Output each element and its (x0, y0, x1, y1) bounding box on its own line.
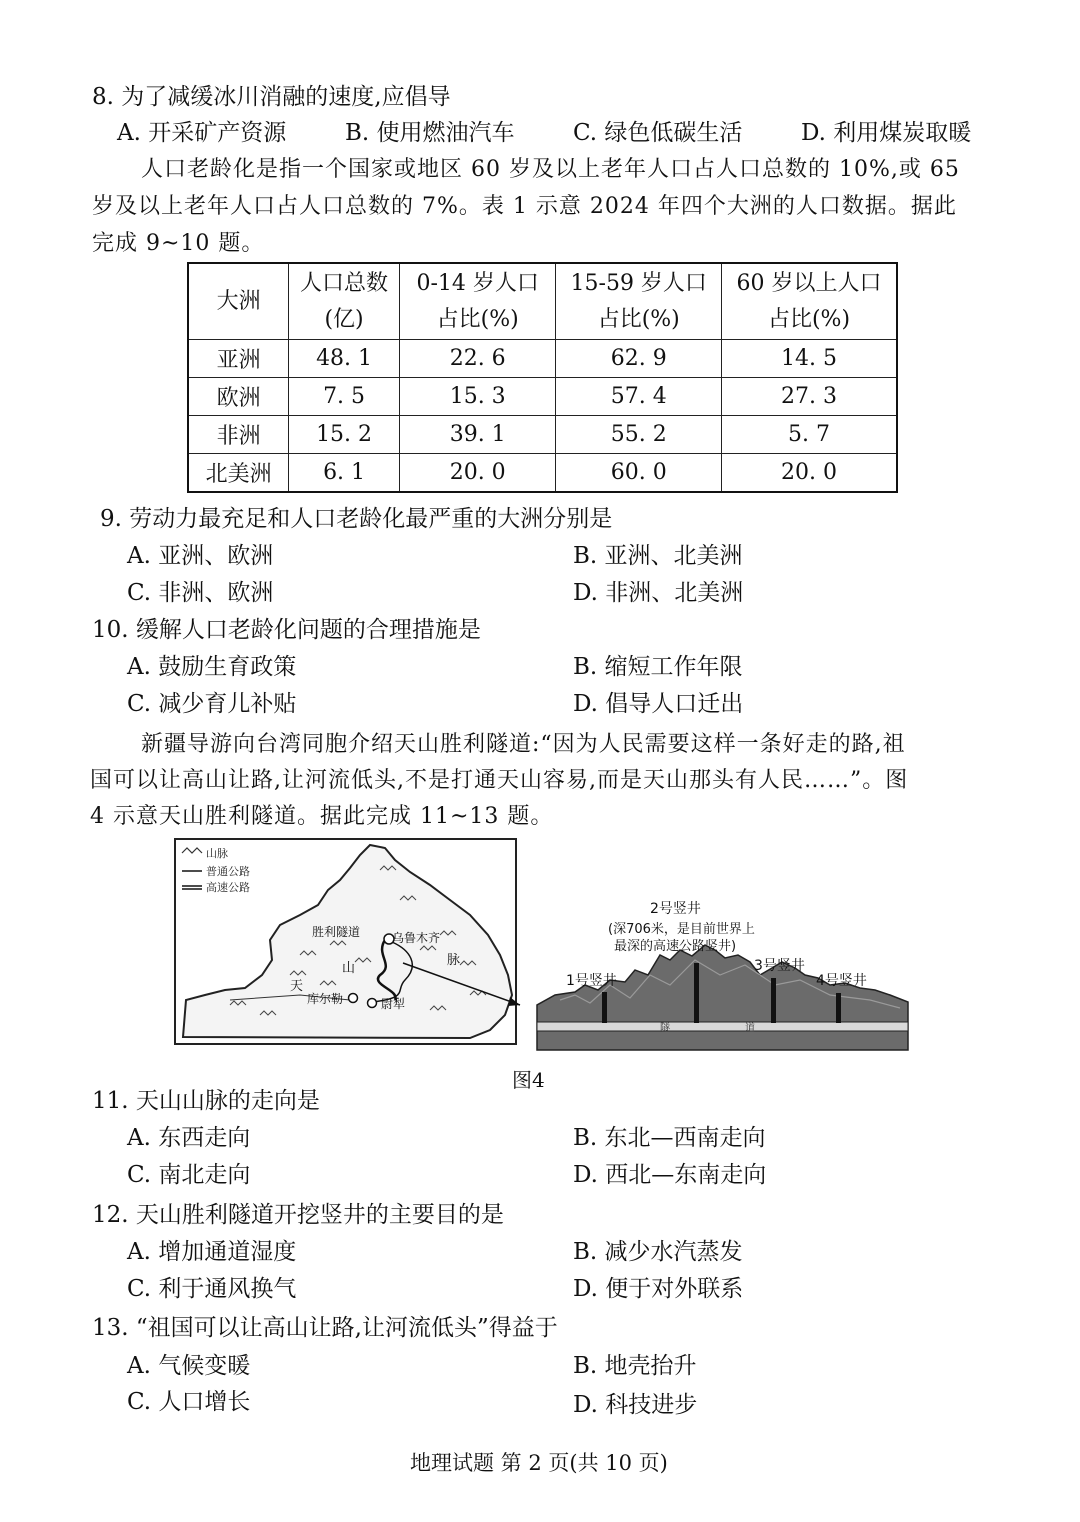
label-tian: 天 (290, 979, 304, 994)
q8-option-d: D. 利用煤炭取暖 (801, 120, 972, 146)
q12-option-b: B. 减少水汽蒸发 (573, 1239, 743, 1265)
legend-highway-label: 高速公路 (206, 881, 250, 894)
legend-road-label: 普通公路 (206, 865, 250, 878)
q12-option-d: D. 便于对外联系 (573, 1276, 744, 1302)
passage1-line3: 完成 9~10 题。 (92, 231, 265, 256)
table-cell: 62. 9 (556, 340, 722, 378)
table-cell: 非洲 (188, 416, 289, 454)
q13-stem: 13. “祖国可以让高山让路,让河流低头”得益于 (92, 1315, 558, 1341)
shaft-2 (694, 963, 699, 1023)
table-cell: 14. 5 (721, 340, 897, 378)
q11-stem: 11. 天山山脉的走向是 (92, 1088, 320, 1114)
passage1-line1: 人口老龄化是指一个国家或地区 60 岁及以上老年人口占人口总数的 10%,或 65 (141, 157, 960, 182)
passage2-line2: 国可以让高山让路,让河流低头,不是打通天山容易,而是天山那头有人民……”。图 (90, 768, 909, 793)
q9-option-c: C. 非洲、欧洲 (127, 580, 274, 606)
q10-option-a: A. 鼓励生育政策 (127, 654, 297, 680)
q10-option-d: D. 倡导人口迁出 (573, 691, 744, 717)
table-cell: 20. 0 (721, 454, 897, 493)
q10-option-c: C. 减少育儿补贴 (127, 691, 297, 717)
header-age-0-14: 0-14 岁人口 占比(%) (399, 263, 556, 340)
table-cell: 欧洲 (188, 378, 289, 416)
label-shaft-3: 3号竖井 (754, 958, 805, 974)
passage2-line1: 新疆导游向台湾同胞介绍天山胜利隧道:“因为人民需要这样一条好走的路,祖 (141, 732, 906, 757)
label-shaft-1: 1号竖井 (566, 973, 617, 989)
q13-option-a: A. 气候变暖 (127, 1353, 251, 1379)
q10-stem: 10. 缓解人口老龄化问题的合理措施是 (92, 617, 481, 643)
q13-option-b: B. 地壳抬升 (573, 1353, 697, 1379)
q8-option-b: B. 使用燃油汽车 (345, 120, 515, 146)
header-age-15-59: 15-59 岁人口 占比(%) (556, 263, 722, 340)
label-shaft-2-note1: (深706米，是目前世界上 (608, 922, 755, 937)
q12-option-a: A. 增加通道湿度 (127, 1239, 297, 1265)
q9-option-b: B. 亚洲、北美洲 (573, 543, 743, 569)
figure-caption: 图4 (512, 1068, 545, 1092)
table-cell: 22. 6 (399, 340, 556, 378)
table-cell: 39. 1 (399, 416, 556, 454)
q11-option-d: D. 西北—东南走向 (573, 1162, 767, 1188)
label-mai: 脉 (447, 953, 461, 968)
label-tunnel-a: 隧 (660, 1023, 670, 1034)
q13-option-d: D. 科技进步 (573, 1392, 698, 1418)
header-age-60-plus: 60 岁以上人口 占比(%) (721, 263, 897, 340)
table-cell: 6. 1 (289, 454, 400, 493)
shaft-4 (836, 993, 841, 1023)
table-cell: 亚洲 (188, 340, 289, 378)
table-cell: 20. 0 (399, 454, 556, 493)
q11-option-c: C. 南北走向 (127, 1162, 251, 1188)
table-cell: 7. 5 (289, 378, 400, 416)
q12-option-c: C. 利于通风换气 (127, 1276, 297, 1302)
tunnel-bore (537, 1022, 908, 1031)
label-shaft-4: 4号竖井 (816, 973, 867, 989)
label-shaft-2: 2号竖井 (650, 901, 701, 917)
label-korla: 库尔勒 (307, 992, 344, 1006)
table-cell: 27. 3 (721, 378, 897, 416)
table-cell: 15. 2 (289, 416, 400, 454)
q9-stem: 9. 劳动力最充足和人口老龄化最严重的大洲分别是 (100, 506, 613, 532)
header-total: 人口总数 (亿) (289, 263, 400, 340)
q13-option-c: C. 人口增长 (127, 1389, 251, 1415)
shaft-1 (602, 992, 607, 1023)
shaft-3 (771, 978, 776, 1023)
q11-option-b: B. 东北—西南走向 (573, 1125, 766, 1151)
table-cell: 57. 4 (556, 378, 722, 416)
q8-option-c: C. 绿色低碳生活 (573, 120, 743, 146)
table-cell: 60. 0 (556, 454, 722, 493)
q9-option-a: A. 亚洲、欧洲 (127, 543, 274, 569)
table-cell: 5. 7 (721, 416, 897, 454)
label-urumqi: 乌鲁木齐 (392, 931, 441, 945)
label-tunnel: 胜利隧道 (312, 925, 361, 939)
q12-stem: 12. 天山胜利隧道开挖竖井的主要目的是 (92, 1202, 504, 1228)
table-cell: 48. 1 (289, 340, 400, 378)
korla-marker (349, 994, 358, 1003)
label-shan: 山 (342, 961, 356, 976)
table-cell: 55. 2 (556, 416, 722, 454)
legend-mountain-label: 山脉 (206, 847, 228, 860)
page-footer: 地理试题 第 2 页(共 10 页) (410, 1451, 668, 1475)
passage2-line3: 4 示意天山胜利隧道。据此完成 11~13 题。 (90, 804, 554, 829)
label-yuli: 尉犁 (381, 997, 406, 1011)
q10-option-b: B. 缩短工作年限 (573, 654, 743, 680)
header-continent: 大洲 (188, 263, 289, 340)
q9-option-d: D. 非洲、北美洲 (573, 580, 744, 606)
q8-stem: 8. 为了减缓冰川消融的速度,应倡导 (92, 84, 451, 110)
table-cell: 北美洲 (188, 454, 289, 493)
q8-option-a: A. 开采矿产资源 (117, 120, 287, 146)
q11-option-a: A. 东西走向 (127, 1125, 251, 1151)
label-shaft-2-note2: 最深的高速公路竖井) (614, 939, 737, 954)
yuli-marker (368, 999, 377, 1008)
passage1-line2: 岁及以上老年人口占人口总数的 7%。表 1 示意 2024 年四个大洲的人口数据。据此 (92, 194, 957, 219)
table-cell: 15. 3 (399, 378, 556, 416)
label-tunnel-b: 道 (745, 1023, 755, 1034)
